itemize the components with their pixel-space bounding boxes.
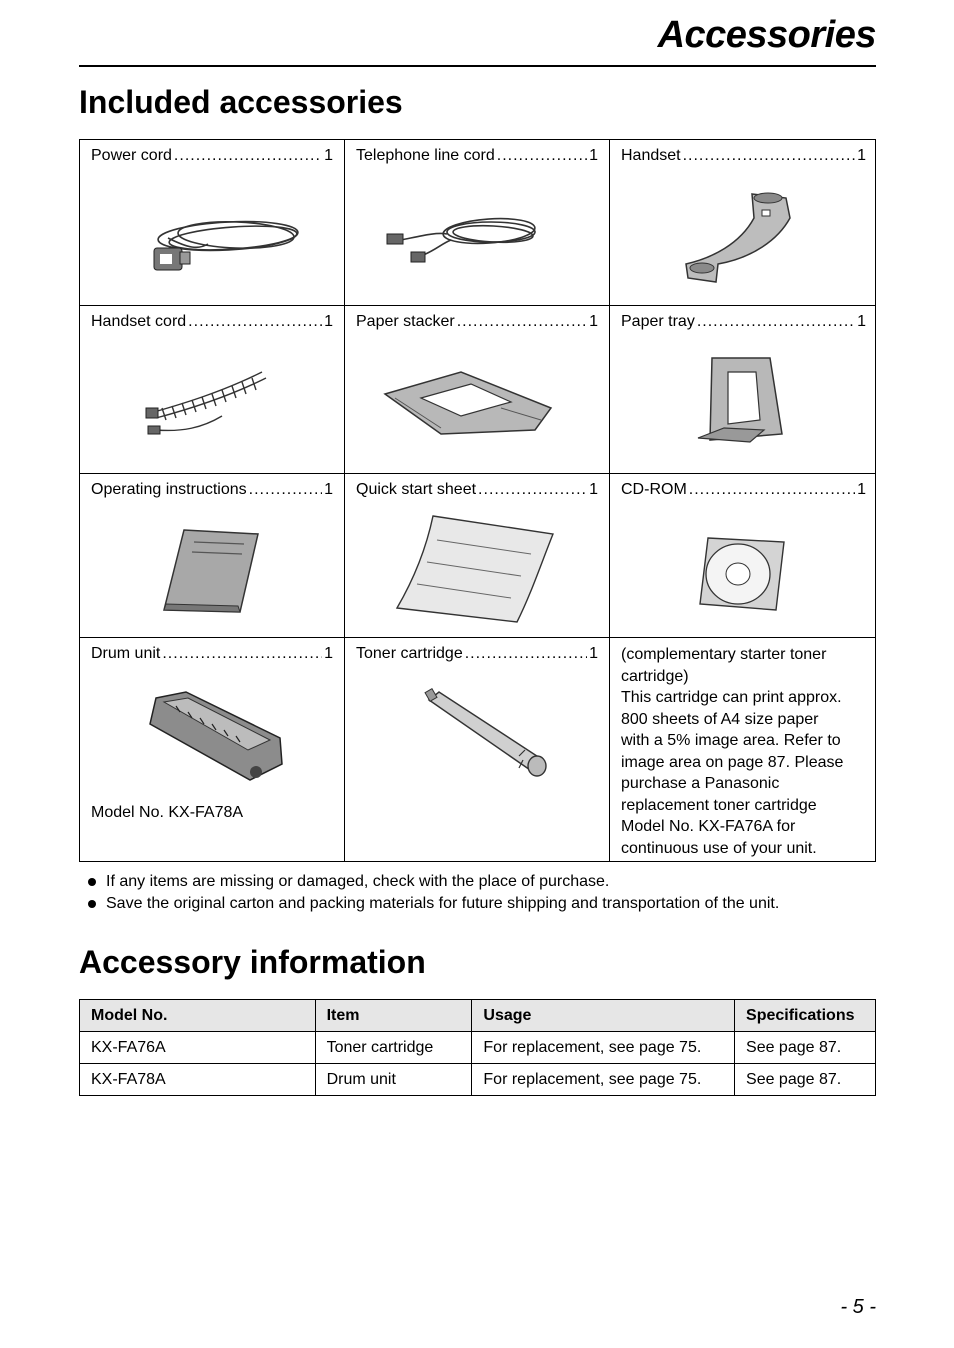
accessory-quantity: 1 [324, 147, 333, 164]
cell-specifications: See page 87. [735, 1032, 876, 1064]
accessory-quantity: 1 [324, 645, 333, 662]
accessory-quantity: 1 [589, 481, 598, 498]
drum-unit-model-number: Model No. KX-FA78A [91, 804, 244, 821]
accessory-name: Paper stacker [356, 313, 455, 330]
accessory-cell-toner-cartridge [345, 638, 609, 861]
cell-usage: For replacement, see page 75. [472, 1032, 735, 1064]
accessory-quantity: 1 [589, 147, 598, 164]
drum-unit-icon [146, 688, 286, 784]
accessory-label [91, 644, 333, 664]
accessory-information-table [79, 999, 876, 1096]
operating-instructions-icon [160, 526, 262, 616]
accessory-name: Paper tray [621, 313, 695, 330]
column-header-usage: Usage [472, 1000, 735, 1032]
cell-model-no: KX-FA78A [80, 1064, 316, 1096]
accessory-cell-quick-start-sheet [345, 474, 609, 637]
cell-specifications: See page 87. [735, 1064, 876, 1096]
accessory-name: Quick start sheet [356, 481, 477, 498]
accessory-quantity: 1 [589, 313, 598, 330]
accessory-cell-handset [610, 140, 877, 305]
accessory-name: Power cord [91, 147, 172, 164]
included-accessories-heading: Included accessories [79, 84, 403, 120]
handset-icon [682, 188, 802, 288]
page-header-title: Accessories [657, 14, 876, 56]
accessory-quantity: 1 [857, 481, 866, 498]
accessory-cell-power-cord [80, 140, 344, 305]
note-item: If any items are missing or damaged, check with the place of purchase. [86, 871, 779, 893]
column-header-item: Item [315, 1000, 472, 1032]
telephone-line-cord-icon [381, 210, 551, 270]
accessory-name: Operating instructions [91, 481, 247, 498]
column-header-model-no: Model No. [80, 1000, 316, 1032]
accessory-name: Handset cord [91, 313, 187, 330]
cell-model-no: KX-FA76A [80, 1032, 316, 1064]
accessory-label [91, 312, 333, 332]
toner-note-cell [610, 638, 877, 861]
accessory-cell-telephone-line-cord [345, 140, 609, 305]
cd-rom-icon [698, 536, 788, 612]
accessory-name: CD-ROM [621, 481, 687, 498]
table-row [80, 1032, 876, 1064]
page-number: - 5 - [840, 1296, 876, 1318]
accessory-label [621, 312, 866, 332]
accessory-quantity: 1 [324, 313, 333, 330]
notes-list [86, 871, 779, 915]
table-row [80, 1064, 876, 1096]
accessory-label [621, 146, 866, 166]
accessory-label [356, 312, 598, 332]
accessory-label [356, 644, 598, 664]
toner-cartridge-icon [419, 688, 549, 784]
accessory-cell-paper-tray [610, 306, 877, 473]
accessory-name: Handset [621, 147, 681, 164]
accessory-label [621, 480, 866, 500]
paper-tray-icon [694, 354, 790, 450]
power-cord-icon [138, 208, 304, 280]
accessory-cell-paper-stacker [345, 306, 609, 473]
accessory-cell-handset-cord [80, 306, 344, 473]
column-header-specifications: Specifications [735, 1000, 876, 1032]
accessory-quantity: 1 [857, 147, 866, 164]
accessory-name: Drum unit [91, 645, 161, 662]
header-divider [79, 65, 876, 67]
accessory-label [91, 480, 333, 500]
accessory-cell-drum-unit [80, 638, 344, 861]
table-header-row [80, 1000, 876, 1032]
cell-usage: For replacement, see page 75. [472, 1064, 735, 1096]
paper-stacker-icon [381, 368, 559, 440]
cell-item: Toner cartridge [315, 1032, 472, 1064]
accessory-name: Telephone line cord [356, 147, 495, 164]
accessory-cell-cd-rom [610, 474, 877, 637]
accessory-label [356, 480, 598, 500]
cell-item: Drum unit [315, 1064, 472, 1096]
included-accessories-grid [79, 139, 876, 862]
handset-cord-icon [142, 364, 274, 446]
accessory-label [91, 146, 333, 166]
note-item: Save the original carton and packing materials for future shipping and transportation of the unit. [86, 893, 779, 915]
toner-note: (complementary starter toner cartridge) This cartridge can print approx. 800 sheets of A4 size paper with a 5% image area. Refer to image area on page 87. Please purchase a Panasonic replacement toner cartridge Model No. KX-FA76A for continuous use of your unit. [621, 646, 844, 857]
accessory-quantity: 1 [324, 481, 333, 498]
accessory-label [356, 146, 598, 166]
quick-start-sheet-icon [391, 514, 557, 626]
accessory-information-heading: Accessory information [79, 944, 426, 980]
accessory-quantity: 1 [589, 645, 598, 662]
accessory-cell-operating-instructions [80, 474, 344, 637]
accessory-name: Toner cartridge [356, 645, 463, 662]
accessory-quantity: 1 [857, 313, 866, 330]
